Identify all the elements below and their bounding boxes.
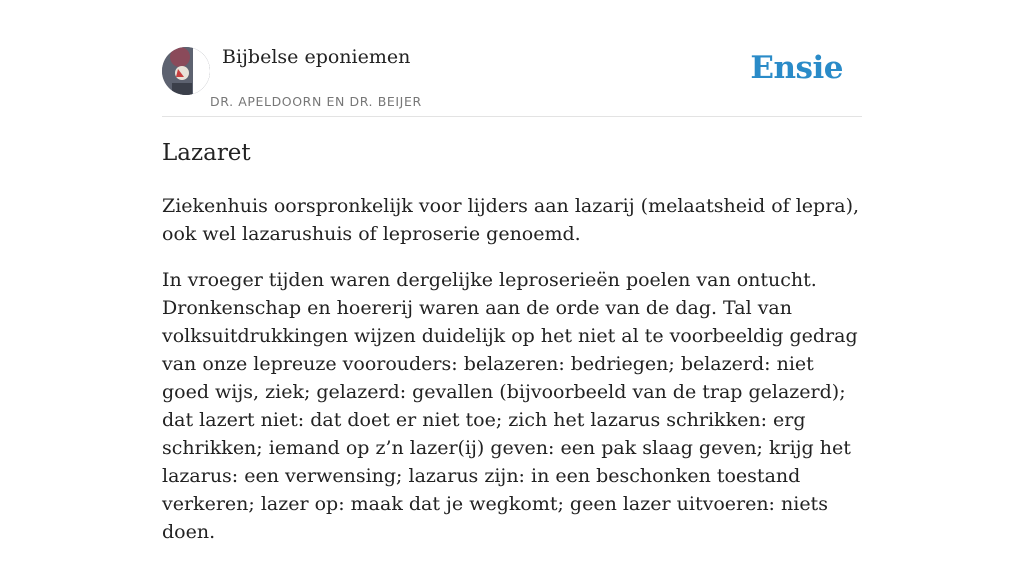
book-header — [162, 40, 862, 117]
ensie-logo[interactable]: Ensie — [750, 50, 843, 86]
book-title[interactable]: Bijbelse eponiemen — [222, 46, 411, 68]
book-authors: DR. APELDOORN EN DR. BEIJER — [210, 94, 422, 109]
entry-content — [162, 192, 866, 564]
entry-paragraph: Ziekenhuis oorspronkelijk voor lijders aan lazarij (melaatsheid of lepra), ook wel lazarushuis of leproserie genoemd. — [162, 195, 860, 245]
book-cover-avatar[interactable] — [162, 47, 210, 95]
entry-title: Lazaret — [162, 140, 251, 166]
entry-paragraph: In vroeger tijden waren dergelijke leproserieën poelen van ontucht. Dronkenschap en hoererij waren aan de orde van de dag. Tal van volksuitdrukkingen wijzen duidelijk op het niet al te voorbeeldig gedrag van onze lepreuze voorouders: belazeren: bedriegen; belazerd: niet goed wijs, ziek; gelazerd: gevallen (bijvoorbeeld van de trap gelazerd); dat lazert niet: dat doet er niet toe; zich het lazarus schrikken: erg schrikken; iemand op z’n lazer(ij) geven: een pak slaag geven; krijg het lazarus: een verwensing; lazarus zijn: in een beschonken toestand verkeren; lazer op: maak dat je wegkomt; geen lazer uitvoeren: niets doen. — [162, 269, 858, 543]
